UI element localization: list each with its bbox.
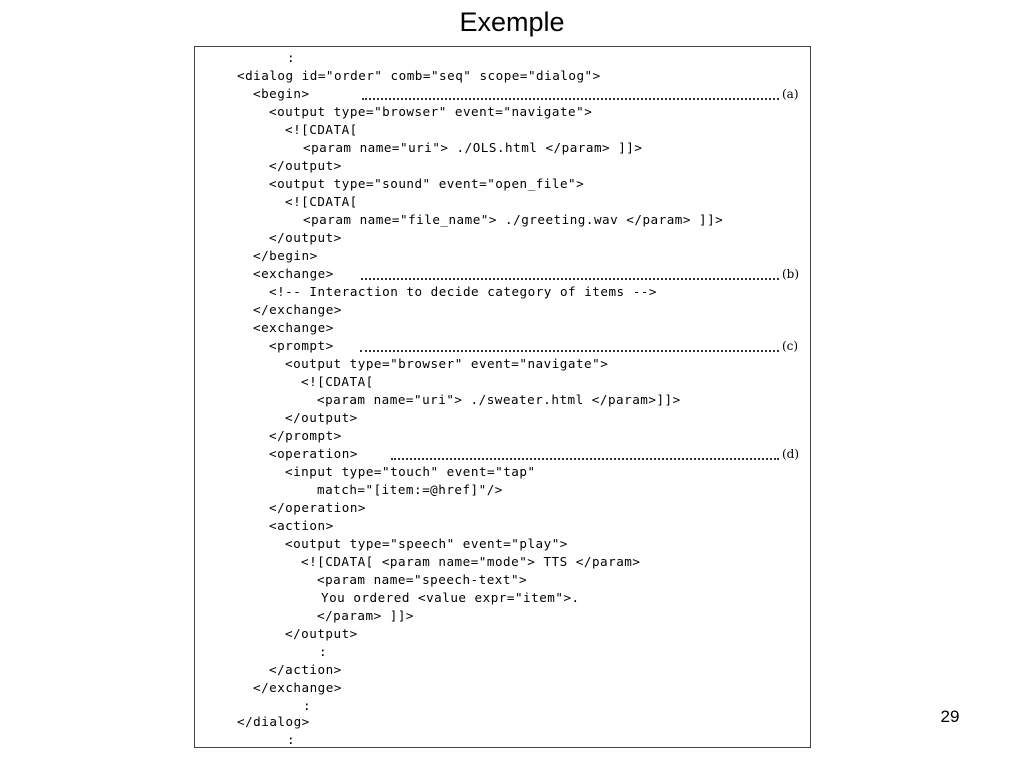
code-line: </begin>	[253, 248, 318, 263]
code-line: <output type="speech" event="play">	[285, 536, 568, 551]
code-line: </output>	[269, 230, 342, 245]
code-line: <action>	[269, 518, 334, 533]
code-line: match="[item:=@href]"/>	[317, 482, 503, 497]
code-line: <![CDATA[	[301, 374, 374, 389]
code-line: </output>	[285, 626, 358, 641]
code-line: <begin>	[253, 86, 310, 101]
dotted-leader	[360, 332, 779, 352]
code-line: <output type="browser" event="navigate">	[269, 104, 593, 119]
code-line: <param name="uri"> ./OLS.html </param> ]]>	[303, 140, 643, 155]
code-line: </exchange>	[253, 302, 342, 317]
code-line: :	[287, 50, 296, 65]
code-line: <input type="touch" event="tap"	[285, 464, 536, 479]
code-line: <operation>	[269, 446, 358, 461]
dotted-leader	[391, 440, 779, 460]
code-line: </param> ]]>	[317, 608, 414, 623]
code-line: </output>	[285, 410, 358, 425]
code-line: </prompt>	[269, 428, 342, 443]
code-line: :	[319, 644, 328, 659]
code-line: <param name="file_name"> ./greeting.wav </param> ]]>	[303, 212, 724, 227]
dotted-leader	[362, 80, 779, 100]
reference-label-a: (a)	[782, 87, 799, 101]
code-line: <param name="speech-text">	[317, 572, 528, 587]
dotted-leader	[361, 260, 779, 280]
slide-title: Exemple	[459, 7, 565, 37]
code-line: <dialog id="order" comb="seq" scope="dialog">	[237, 68, 601, 83]
code-comment: <!-- Interaction to decide category of items -->	[269, 284, 657, 299]
code-line: You ordered <value expr="item">.	[321, 590, 580, 605]
code-line: </output>	[269, 158, 342, 173]
code-line: <![CDATA[	[285, 122, 358, 137]
reference-label-b: (b)	[782, 267, 800, 281]
reference-label-c: (c)	[782, 339, 799, 353]
code-line: </exchange>	[253, 680, 342, 695]
reference-label-d: (d)	[782, 447, 800, 461]
code-line: <param name="uri"> ./sweater.html </param>]]>	[317, 392, 681, 407]
code-line: </dialog>	[237, 714, 310, 729]
code-line: <prompt>	[269, 338, 334, 353]
code-listing-frame	[194, 46, 811, 748]
code-line: :	[287, 732, 296, 747]
page-number: 29	[940, 707, 960, 726]
code-line: <output type="browser" event="navigate">	[285, 356, 609, 371]
code-line: :	[303, 698, 312, 713]
code-line: <output type="sound" event="open_file">	[269, 176, 585, 191]
code-line: <exchange>	[253, 266, 334, 281]
code-line: <![CDATA[ <param name="mode"> TTS </param>	[301, 554, 641, 569]
code-line: </operation>	[269, 500, 366, 515]
code-line: <![CDATA[	[285, 194, 358, 209]
code-line: </action>	[269, 662, 342, 677]
code-line: <exchange>	[253, 320, 334, 335]
